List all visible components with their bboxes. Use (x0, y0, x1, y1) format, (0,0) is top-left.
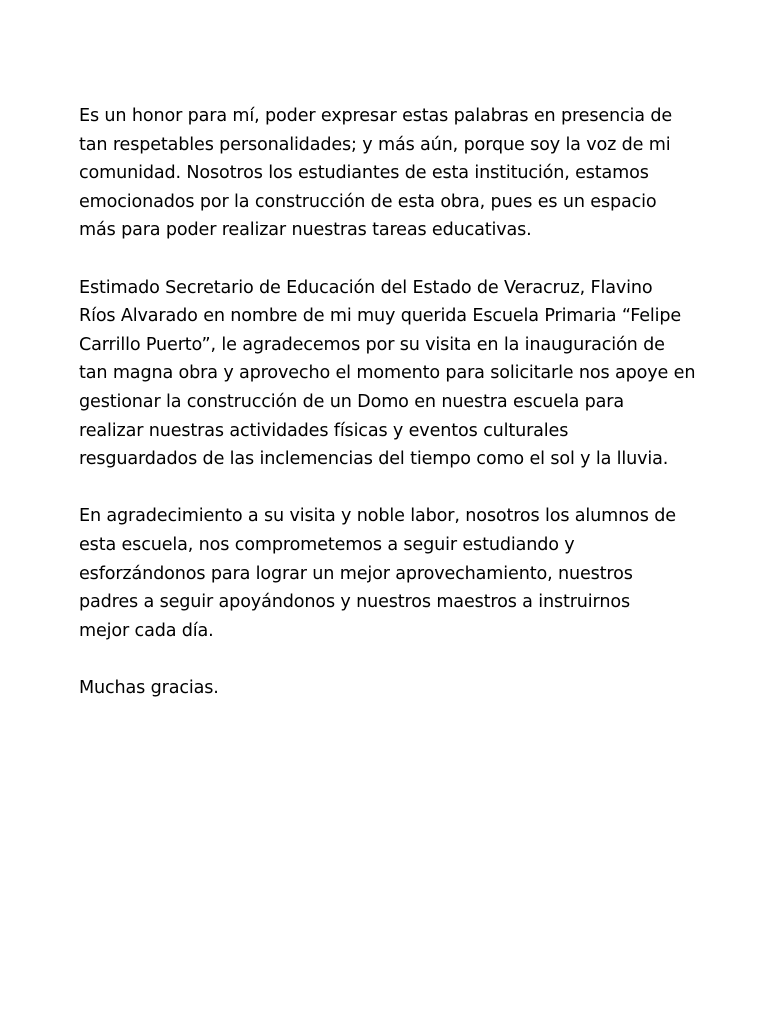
text-line: realizar nuestras actividades físicas y eventos culturales (79, 420, 569, 441)
text-line: tan magna obra y aprovecho el momento para solicitarle nos apoye en (79, 363, 696, 384)
text-line: resguardados de las inclemencias del tiempo como el sol y la lluvia. (79, 449, 669, 470)
text-line: Ríos Alvarado en nombre de mi muy querida Escuela Primaria “Felipe (79, 306, 682, 327)
text-line: esforzándonos para lograr un mejor aprovechamiento, nuestros (79, 563, 633, 584)
text-line: padres a seguir apoyándonos y nuestros maestros a instruirnos (79, 592, 630, 613)
text-line: esta escuela, nos comprometemos a seguir estudiando y (79, 534, 575, 555)
paragraph-closing (79, 674, 729, 703)
paragraph-request (79, 274, 729, 474)
paragraph-commitment (79, 502, 729, 645)
text-line: En agradecimiento a su visita y noble labor, nosotros los alumnos de (79, 506, 676, 527)
text-line: emocionados por la construcción de esta obra, pues es un espacio (79, 191, 657, 212)
text-line: gestionar la construcción de un Domo en nuestra escuela para (79, 391, 625, 412)
document-body (79, 102, 729, 731)
text-line: Es un honor para mí, poder expresar estas palabras en presencia de (79, 106, 673, 126)
text-line: tan respetables personalidades; y más aún, porque soy la voz de mi (79, 134, 671, 155)
text-line: Muchas gracias. (79, 677, 219, 698)
text-line: mejor cada día. (79, 620, 214, 641)
text-line: más para poder realizar nuestras tareas educativas. (79, 220, 532, 241)
text-line: Carrillo Puerto”, le agradecemos por su visita en la inauguración de (79, 334, 665, 355)
paragraph-intro (79, 102, 729, 245)
text-line: comunidad. Nosotros los estudiantes de esta institución, estamos (79, 163, 649, 184)
text-line: Estimado Secretario de Educación del Estado de Veracruz, Flavino (79, 277, 653, 298)
